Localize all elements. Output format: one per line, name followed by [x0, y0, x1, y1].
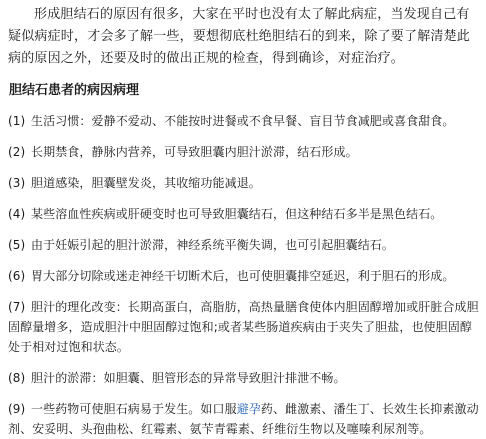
list-item: [8, 368, 480, 388]
item-number: (1): [8, 114, 26, 128]
item-number: (5): [8, 238, 26, 252]
item-text: 胃大部分切除或迷走神经干切断术后，也可使胆囊排空延迟，利于胆石的形成。: [31, 269, 455, 283]
list-item: [8, 399, 480, 439]
list-item: [8, 111, 480, 131]
item-text: 胆道感染，胆囊壁发炎，其收缩功能减退。: [31, 176, 261, 190]
item-text: 某些溶血性疾病或肝硬变时也可导致胆囊结石，但这种结石多半是黑色结石。: [31, 207, 443, 221]
item-number: (6): [8, 269, 26, 283]
item-text: 胆汁的理化改变：长期高蛋白，高脂肪，高热量膳食使体内胆固醇增加或肝脏合成胆固醇量增多，造成胆汁中胆固醇过饱和;或者某些肠道疾病由于夹失了胆盐，也使胆固醇处于相对过饱和状态。: [8, 300, 479, 354]
item-text: 由于妊娠引起的胆汁淤滞，神经系统平衡失调，也可引起胆囊结石。: [31, 238, 395, 252]
item-number: (9): [8, 402, 26, 416]
item-text: 药、雌激素、潘生丁、长效生长抑素激动剂、安妥明、头孢曲松、红霉素、氨苄青霉素、纤维衍生物以及噻嗪利尿剂等。: [8, 402, 479, 436]
section-heading: 胆结石患者的病因病理: [9, 83, 140, 98]
item-number: (8): [8, 371, 26, 385]
item-number: (2): [8, 145, 26, 159]
item-number: (4): [8, 207, 26, 221]
item-number: (7): [8, 300, 26, 314]
list-item: [8, 297, 480, 357]
list-item: [8, 173, 480, 193]
item-text: 生活习惯：爱静不爱动、不能按时进餐或不食早餐、盲目节食减肥或喜食甜食。: [31, 114, 455, 128]
item-number: (3): [8, 176, 26, 190]
intro-paragraph: 形成胆结石的原因有很多，大家在平时也没有太了解此病症，当发现自己有疑似病症时，才会多了解一些，要想彻底杜绝胆结石的到来，除了要了解清楚此病的原因之外，还要及时的做出正规的检查，得到确诊，对症治疗。: [8, 7, 471, 66]
list-item: [8, 204, 480, 224]
item-text: 长期禁食，静脉内营养，可导致胆囊内胆汁淤滞，结石形成。: [31, 145, 358, 159]
item-text: 胆汁的淤滞：如胆囊、胆管形态的异常导致胆汁排泄不畅。: [31, 371, 346, 385]
list-item: [8, 235, 480, 255]
item-text: 一些药物可使胆石病易于发生。如口服: [31, 402, 237, 416]
list-item: [8, 266, 480, 286]
list-item: [8, 142, 480, 162]
keyword-link[interactable]: 避孕: [236, 402, 261, 416]
